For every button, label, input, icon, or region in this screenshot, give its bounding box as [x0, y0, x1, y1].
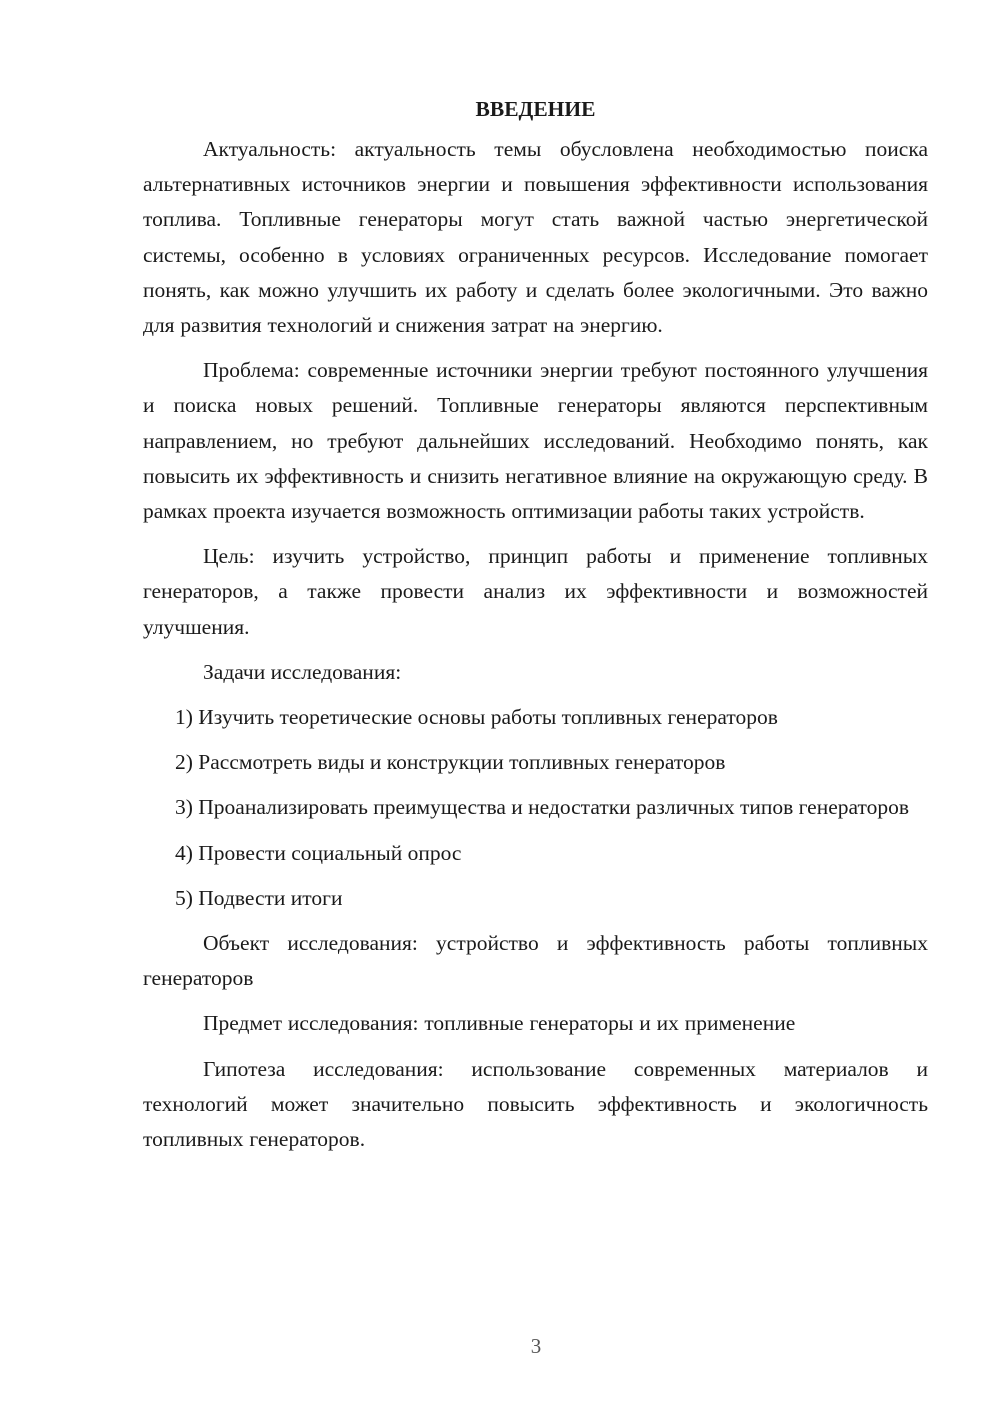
task-item: 1) Изучить теоретические основы работы топливных генераторов — [175, 705, 778, 730]
paragraph-relevance: Актуальность: актуальность темы обусловлена необходимостью поиска альтернативных источников энергии и повышения эффективности использования топлива. Топливные генераторы могут стать важной частью энергетической системы, особенно в условиях ограниченных ресурсов. Исследование помогает понять, как можно улучшить их работу и сделать более экологичными. Это важно для развития технологий и снижения затрат на энергию. — [143, 137, 928, 338]
paragraph-goal: Цель: изучить устройство, принцип работы и применение топливных генераторов, а также провести анализ их эффективности и возможностей улучшения. — [143, 544, 928, 639]
tasks-heading: Задачи исследования: — [203, 659, 402, 684]
task-item: 4) Провести социальный опрос — [175, 840, 462, 865]
paragraph-object: Объект исследования: устройство и эффективность работы топливных генераторов — [143, 931, 928, 991]
page-title: ВВЕДЕНИЕ — [475, 97, 596, 121]
page-number: 3 — [530, 1334, 542, 1358]
paragraph-problem: Проблема: современные источники энергии требуют постоянного улучшения и поиска новых решений. Топливные генераторы являются перспективным направлением, но требуют дальнейших исследований. Необходимо понять, как повысить их эффективность и снизить негативное влияние на окружающую среду. В рамках проекта изучается возможность оптимизации работы таких устройств. — [143, 358, 928, 524]
tasks-list — [143, 700, 928, 916]
paragraph-subject: Предмет исследования: топливные генераторы и их применение — [203, 1011, 796, 1036]
task-item: 5) Подвести итоги — [175, 885, 343, 910]
task-item: 3) Проанализировать преимущества и недостатки различных типов генераторов — [175, 795, 910, 820]
document-page — [143, 92, 928, 1167]
paragraph-hypothesis: Гипотеза исследования: использование современных материалов и технологий может значительно повысить эффективность и экологичность топливных генераторов. — [143, 1056, 928, 1152]
task-item: 2) Рассмотреть виды и конструкции топливных генераторов — [175, 750, 726, 775]
